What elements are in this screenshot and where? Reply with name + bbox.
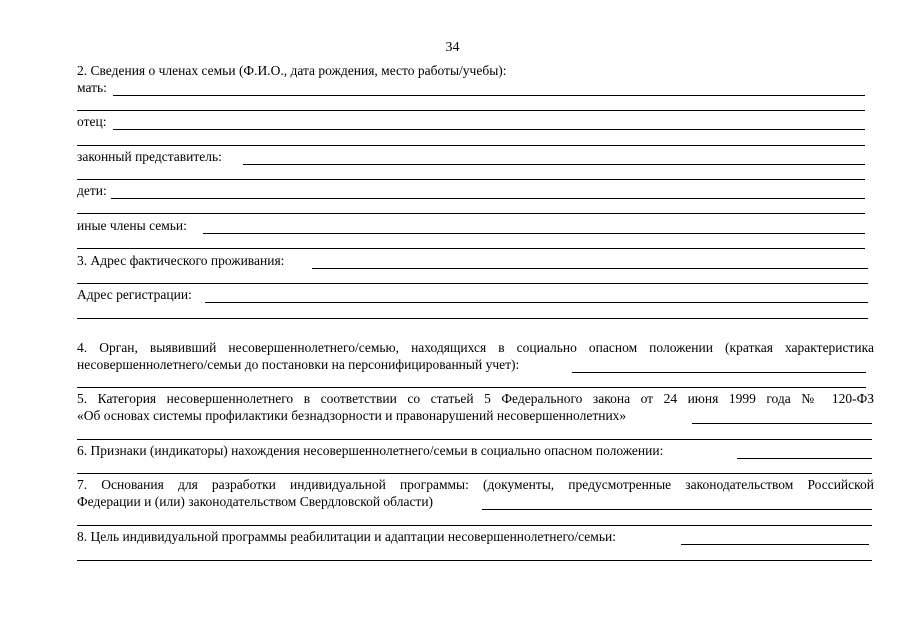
father-field[interactable] [113, 129, 865, 130]
section-7-line-2: Федерации и (или) законодательством Свердловской области) [77, 494, 434, 509]
other-members-field-line-2[interactable] [77, 248, 865, 249]
other-members-label: иные члены семьи: [77, 218, 187, 233]
section-7-field[interactable] [482, 509, 872, 510]
page-number: 34 [445, 40, 460, 55]
father-field-line-2[interactable] [77, 145, 865, 146]
section-5-field-line-2[interactable] [77, 439, 872, 440]
guardian-field[interactable] [243, 164, 865, 165]
guardian-field-line-2[interactable] [77, 179, 865, 180]
actual-address-label: 3. Адрес фактического проживания: [77, 253, 285, 268]
section-6-field-line-2[interactable] [77, 473, 872, 474]
other-members-field[interactable] [203, 233, 865, 234]
children-field[interactable] [111, 198, 865, 199]
guardian-label: законный представитель: [77, 149, 222, 164]
father-label: отец: [77, 114, 107, 129]
section-8-line-1: 8. Цель индивидуальной программы реабилитации и адаптации несовершеннолетнего/семьи: [77, 529, 616, 544]
section-5-field[interactable] [692, 423, 872, 424]
section-2-heading: 2. Сведения о членах семьи (Ф.И.О., дата рождения, место работы/учебы): [77, 63, 507, 78]
section-4-field[interactable] [572, 372, 866, 373]
actual-address-field[interactable] [312, 268, 868, 269]
mother-field-line-2[interactable] [77, 110, 865, 111]
mother-label: мать: [77, 80, 107, 95]
section-6-line-1: 6. Признаки (индикаторы) нахождения несовершеннолетнего/семьи в социально опасном положении: [77, 443, 664, 458]
section-7-field-line-2[interactable] [77, 525, 872, 526]
mother-field[interactable] [113, 95, 865, 96]
section-5-line-2: «Об основах системы профилактики безнадзорности и правонарушений несовершеннолетних» [77, 408, 627, 423]
section-8-field[interactable] [681, 544, 869, 545]
registration-address-field[interactable] [205, 302, 868, 303]
section-6-field[interactable] [737, 458, 872, 459]
section-4-line-2: несовершеннолетнего/семьи до постановки на персонифицированный учет): [77, 357, 520, 372]
actual-address-field-line-2[interactable] [77, 283, 868, 284]
section-4-line-1: 4. Орган, выявивший несовершеннолетнего/семью, находящихся в социально опасном положении (краткая характеристика [77, 340, 874, 355]
children-label: дети: [77, 183, 107, 198]
section-7-line-1: 7. Основания для разработки индивидуальной программы: (документы, предусмотренные законодательством Российской [77, 477, 874, 492]
children-field-line-2[interactable] [77, 213, 865, 214]
registration-address-label: Адрес регистрации: [77, 287, 192, 302]
registration-address-field-line-2[interactable] [77, 318, 868, 319]
section-8-field-line-2[interactable] [77, 560, 872, 561]
section-4-field-line-2[interactable] [77, 387, 866, 388]
section-5-line-1: 5. Категория несовершеннолетнего в соответствии со статьей 5 Федерального закона от 24 июня 1999 года № 120-ФЗ [77, 391, 874, 406]
